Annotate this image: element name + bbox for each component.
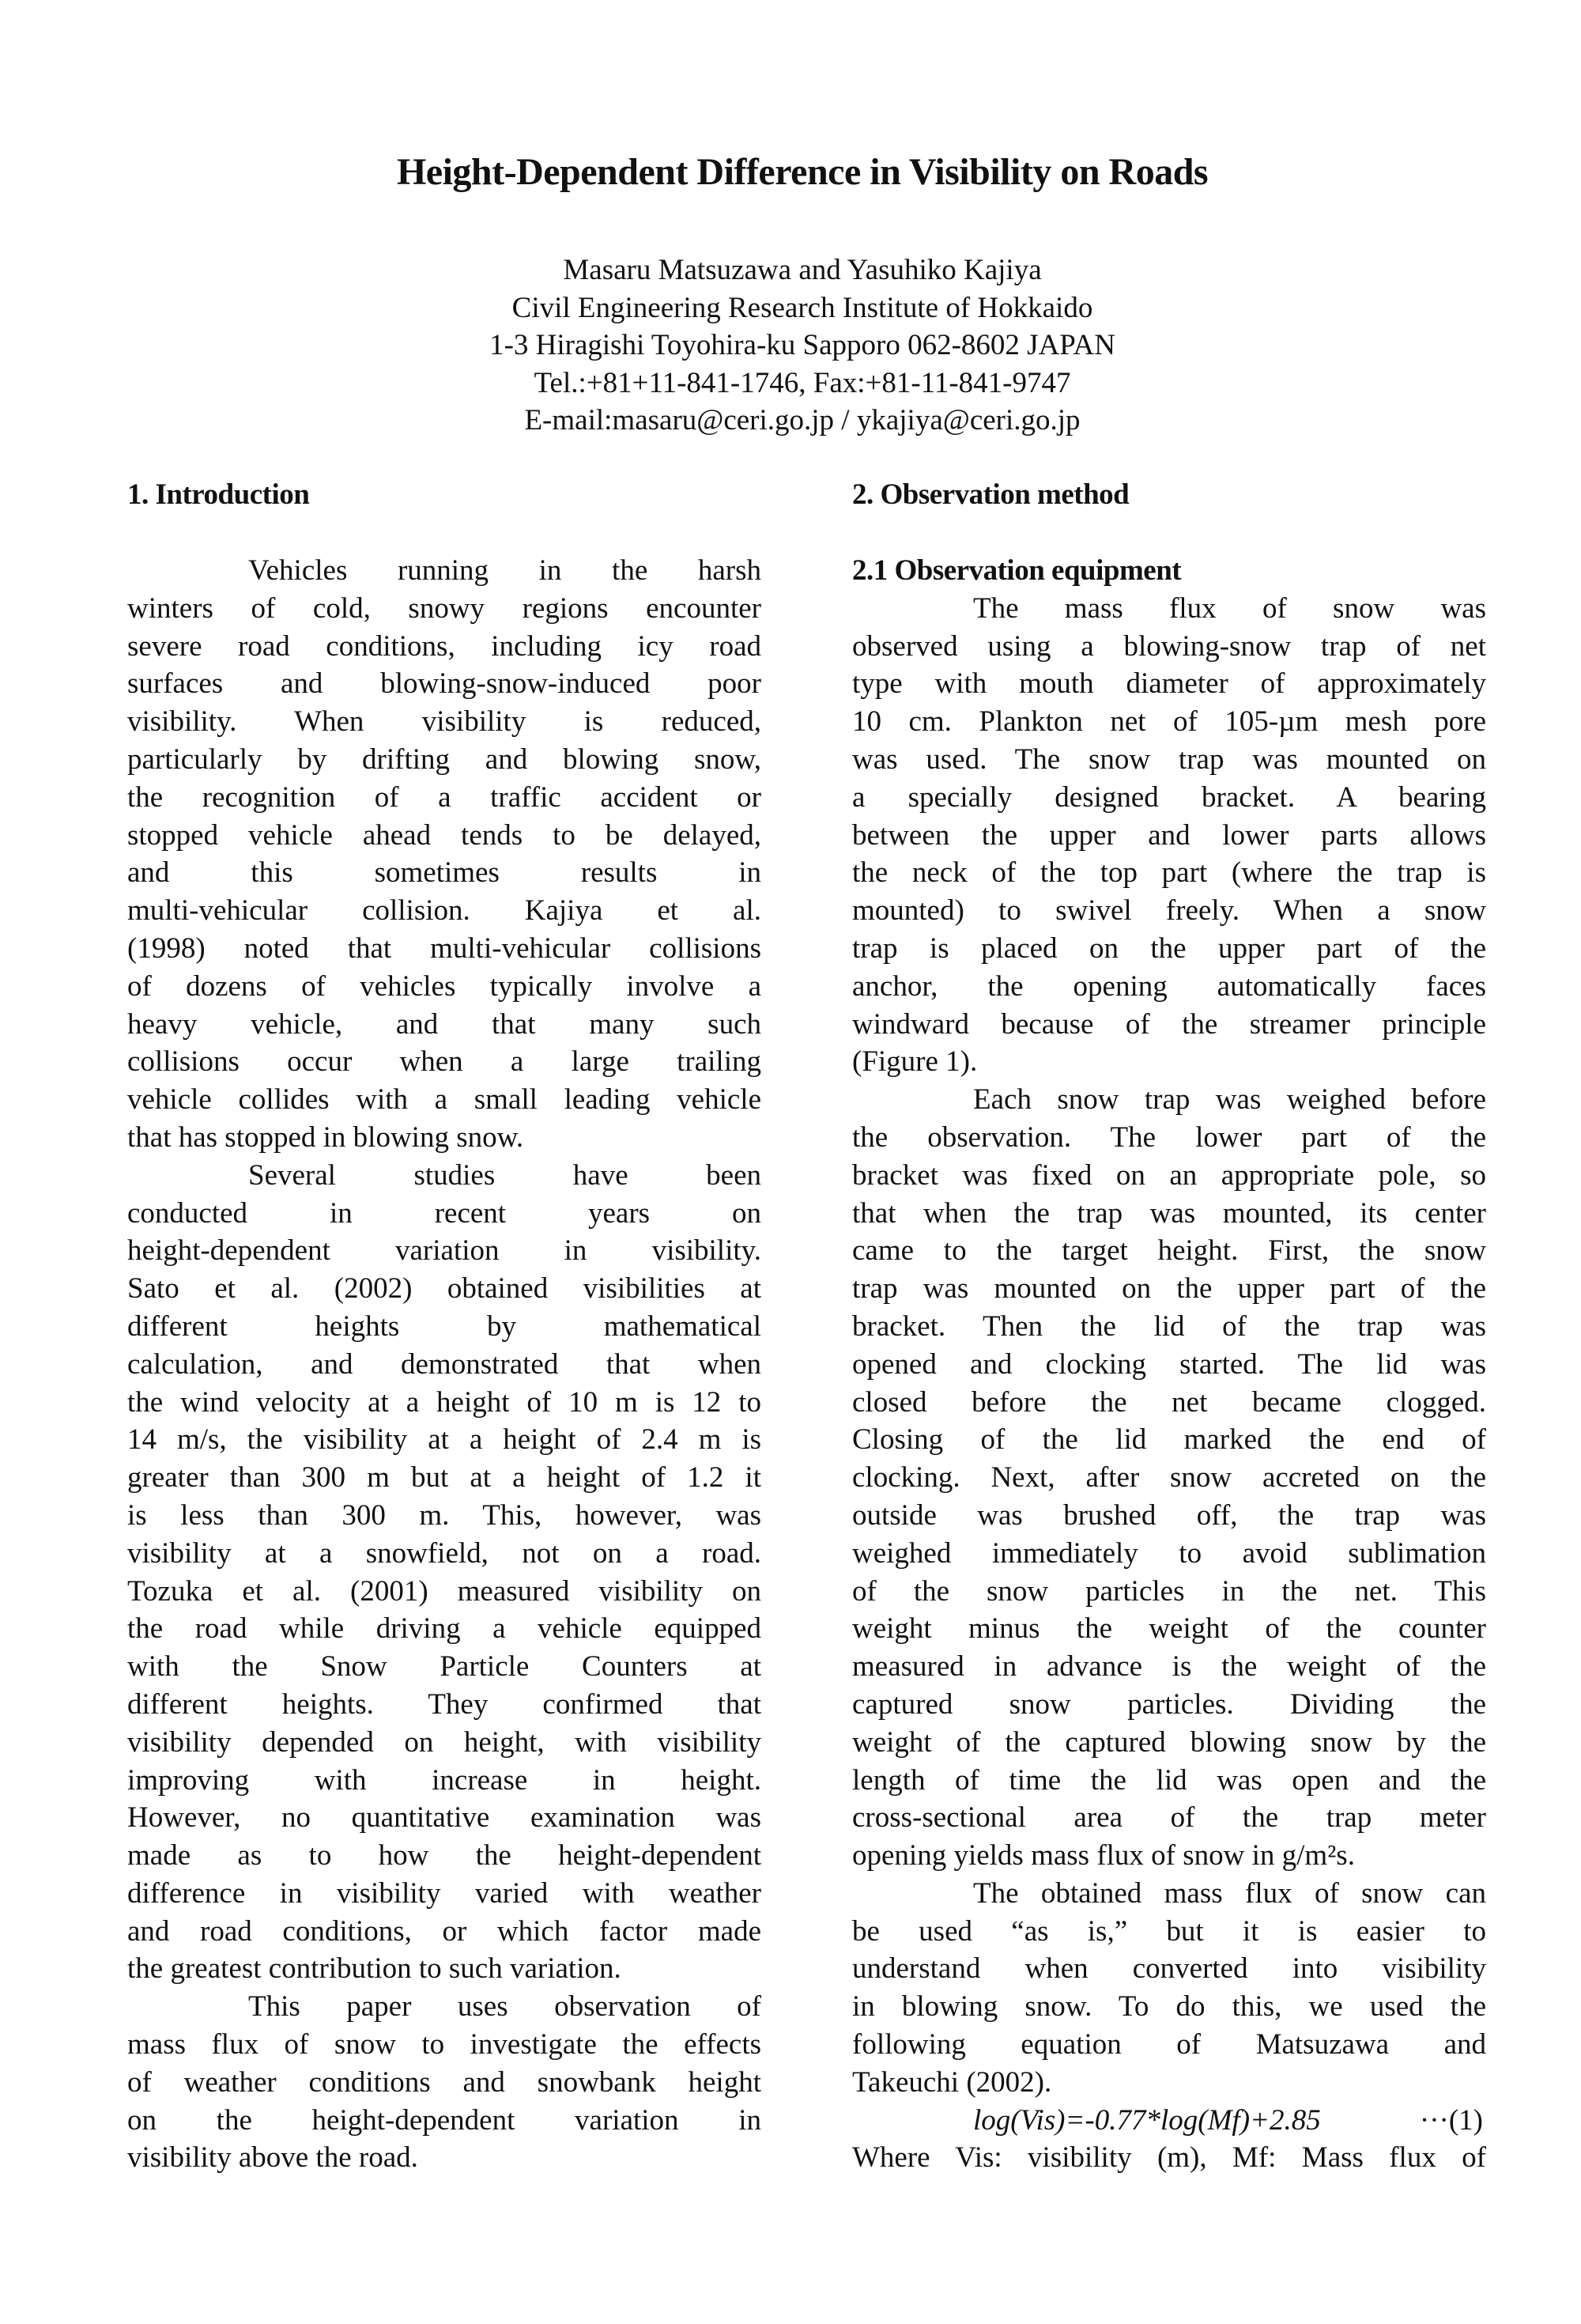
paragraph-line: stopped vehicle ahead tends to be delayed, <box>127 818 761 852</box>
phone-fax: Tel.:+81+11-841-1746, Fax:+81-11-841-9747 <box>534 366 1071 399</box>
paragraph-line: bracket was fixed on an appropriate pole, so <box>852 1158 1486 1192</box>
paragraph-line: bracket. Then the lid of the trap was <box>852 1309 1486 1343</box>
paragraph-line: Where Vis: visibility (m), Mf: Mass flux of <box>852 2141 1486 2175</box>
paragraph-line: opening yields mass flux of snow in g/m²s. <box>852 1839 1355 1872</box>
equation-formula: log(Vis)=-0.77*log(Mf)+2.85 <box>973 2103 1321 2137</box>
email: E-mail:masaru@ceri.go.jp / ykajiya@ceri.go.jp <box>524 404 1081 436</box>
paragraph-line: Closing of the lid marked the end of <box>852 1423 1486 1457</box>
paragraph-line: (1998) noted that multi-vehicular collisions <box>127 931 761 965</box>
paragraph-line: (Figure 1). <box>852 1045 978 1079</box>
paragraph-line: opened and clocking started. The lid was <box>852 1347 1486 1381</box>
author-block <box>0 251 1581 440</box>
paragraph-line: 14 m/s, the visibility at a height of 2.4 m is <box>127 1423 761 1457</box>
paragraph-line: visibility at a snowfield, not on a road. <box>127 1536 761 1570</box>
paragraph-line: This paper uses observation of <box>248 1990 761 2024</box>
paragraph-line: type with mouth diameter of approximately <box>852 667 1486 701</box>
paragraph-line: was used. The snow trap was mounted on <box>852 743 1486 776</box>
paragraph-line: measured in advance is the weight of the <box>852 1650 1486 1683</box>
paragraph-line: of dozens of vehicles typically involve a <box>127 969 761 1003</box>
paragraph-line: greater than 300 m but at a height of 1.2 it <box>127 1461 761 1495</box>
paragraph-line: heavy vehicle, and that many such <box>127 1007 761 1041</box>
paragraph-line: 10 cm. Plankton net of 105-µm mesh pore <box>852 705 1486 739</box>
subsection-heading: 2.1 Observation equipment <box>852 554 1182 587</box>
equation-1 <box>852 2102 1486 2140</box>
affiliation: Civil Engineering Research Institute of Hokkaido <box>511 291 1093 324</box>
paragraph-line: Several studies have been <box>248 1158 761 1192</box>
paragraph-line: weighed immediately to avoid sublimation <box>852 1536 1486 1570</box>
address: 1-3 Hiragishi Toyohira-ku Sapporo 062-8602 JAPAN <box>489 329 1115 361</box>
paragraph-line: the greatest contribution to such variation. <box>127 1952 621 1986</box>
paragraph-line: captured snow particles. Dividing the <box>852 1687 1486 1721</box>
paragraph-line: be used “as is,” but it is easier to <box>852 1914 1486 1948</box>
paragraph-line: Sato et al. (2002) obtained visibilities at <box>127 1272 761 1306</box>
paragraph-line: However, no quantitative examination was <box>127 1801 761 1835</box>
paragraph-line: cross-sectional area of the trap meter <box>852 1801 1486 1835</box>
paragraph-line: is less than 300 m. This, however, was <box>127 1498 761 1532</box>
paragraph-line: collisions occur when a large trailing <box>127 1045 761 1079</box>
paragraph-line: severe road conditions, including icy road <box>127 629 761 663</box>
paragraph-line: trap is placed on the upper part of the <box>852 931 1486 965</box>
section-heading-introduction: 1. Introduction <box>127 478 310 511</box>
paragraph-line: and this sometimes results in <box>127 856 761 890</box>
paragraph-line: the wind velocity at a height of 10 m is 12 to <box>127 1385 761 1419</box>
paragraph-line: vehicle collides with a small leading vehicle <box>127 1083 761 1117</box>
paragraph-line: visibility. When visibility is reduced, <box>127 705 761 739</box>
paragraph-line: outside was brushed off, the trap was <box>852 1498 1486 1532</box>
paragraph-line: that has stopped in blowing snow. <box>127 1120 524 1154</box>
paragraph-line: conducted in recent years on <box>127 1196 761 1230</box>
paragraph-line: anchor, the opening automatically faces <box>852 969 1486 1003</box>
paragraph-line: made as to how the height-dependent <box>127 1839 761 1872</box>
paragraph-line: calculation, and demonstrated that when <box>127 1347 761 1381</box>
paragraph-line: visibility above the road. <box>127 2141 418 2175</box>
paragraph-line: Takeuchi (2002). <box>852 2065 1052 2099</box>
paragraph-line: visibility depended on height, with visibility <box>127 1725 761 1759</box>
paragraph-line: multi-vehicular collision. Kajiya et al. <box>127 894 761 928</box>
paragraph-line: particularly by drifting and blowing snow, <box>127 743 761 776</box>
paragraph-line: windward because of the streamer principle <box>852 1007 1486 1041</box>
paragraph-line: improving with increase in height. <box>127 1763 761 1797</box>
paragraph-line: the observation. The lower part of the <box>852 1120 1486 1154</box>
paper-title: Height-Dependent Difference in Visibility on Roads <box>396 151 1209 193</box>
paragraph-line: Each snow trap was weighed before <box>973 1083 1486 1117</box>
author-names: Masaru Matsuzawa and Yasuhiko Kajiya <box>563 254 1042 286</box>
paragraph-line: observed using a blowing-snow trap of net <box>852 629 1486 663</box>
paragraph-line: weight of the captured blowing snow by the <box>852 1725 1486 1759</box>
paragraph-line: that when the trap was mounted, its center <box>852 1196 1486 1230</box>
paragraph-line: between the upper and lower parts allows <box>852 818 1486 852</box>
paragraph-line: different heights by mathematical <box>127 1309 761 1343</box>
paragraph-line: weight minus the weight of the counter <box>852 1612 1486 1646</box>
paragraph-line: mounted) to swivel freely. When a snow <box>852 894 1486 928</box>
paragraph-line: following equation of Matsuzawa and <box>852 2028 1486 2061</box>
paragraph-line: the neck of the top part (where the trap is <box>852 856 1486 890</box>
paragraph-line: with the Snow Particle Counters at <box>127 1650 761 1683</box>
left-column <box>127 552 761 2177</box>
section-heading-observation-method: 2. Observation method <box>852 478 1130 511</box>
paragraph-line: length of time the lid was open and the <box>852 1763 1486 1797</box>
paragraph-line: closed before the net became clogged. <box>852 1385 1486 1419</box>
paragraph-line: came to the target height. First, the snow <box>852 1234 1486 1268</box>
paragraph-line: and road conditions, or which factor made <box>127 1914 761 1948</box>
paragraph-line: difference in visibility varied with weather <box>127 1876 761 1910</box>
paragraph-line: The obtained mass flux of snow can <box>973 1876 1486 1910</box>
paragraph-line: of weather conditions and snowbank height <box>127 2065 761 2099</box>
paragraph-line: on the height-dependent variation in <box>127 2103 761 2137</box>
paragraph-line: surfaces and blowing-snow-induced poor <box>127 667 761 701</box>
paragraph-line: of the snow particles in the net. This <box>852 1574 1486 1608</box>
paragraph-line: mass flux of snow to investigate the effects <box>127 2028 761 2061</box>
paragraph-line: Tozuka et al. (2001) measured visibility on <box>127 1574 761 1608</box>
paragraph-line: Vehicles running in the harsh <box>248 554 761 587</box>
paragraph-line: different heights. They confirmed that <box>127 1687 761 1721</box>
paragraph-line: the road while driving a vehicle equipped <box>127 1612 761 1646</box>
paragraph-line: in blowing snow. To do this, we used the <box>852 1990 1486 2024</box>
paragraph-line: height-dependent variation in visibility. <box>127 1234 761 1268</box>
paragraph-line: understand when converted into visibility <box>852 1952 1486 1986</box>
paragraph-line: clocking. Next, after snow accreted on the <box>852 1461 1486 1495</box>
equation-number: ···(1) <box>1419 2103 1483 2137</box>
paragraph-line: winters of cold, snowy regions encounter <box>127 591 761 625</box>
paragraph-line: the recognition of a traffic accident or <box>127 780 761 814</box>
right-column <box>852 552 1486 2177</box>
paragraph-line: a specially designed bracket. A bearing <box>852 780 1486 814</box>
paragraph-line: The mass flux of snow was <box>973 591 1486 625</box>
paragraph-line: trap was mounted on the upper part of the <box>852 1272 1486 1306</box>
